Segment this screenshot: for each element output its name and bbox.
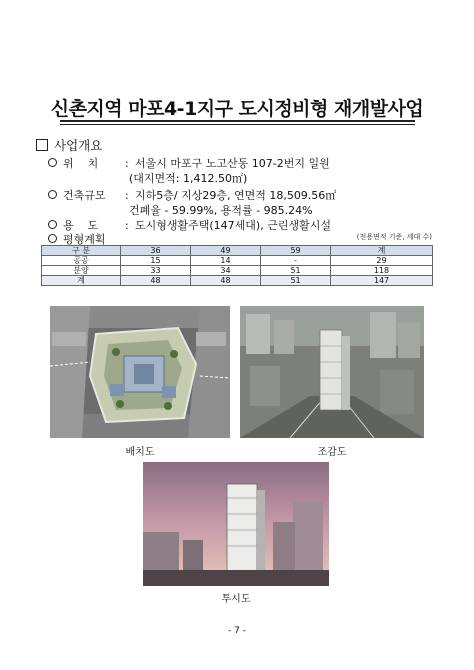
page-number: - 7 - xyxy=(228,626,246,636)
perspective-image xyxy=(143,462,329,586)
table-cell: 51 xyxy=(261,276,331,286)
info-row-building-ratio xyxy=(129,202,313,218)
table-header-cell: 계 xyxy=(331,246,433,256)
info-value: 서울시 마포구 노고산동 107-2번지 일원 xyxy=(135,157,330,170)
table-cell: 48 xyxy=(121,276,191,286)
info-label: 평형계획 xyxy=(63,233,106,246)
info-label: 용 도 xyxy=(63,219,99,232)
table-cell: 14 xyxy=(191,256,261,266)
table-row xyxy=(42,256,433,266)
site-plan-caption: 배치도 xyxy=(125,447,155,458)
table-cell: 118 xyxy=(331,266,433,276)
table-cell: 33 xyxy=(121,266,191,276)
table-cell: 147 xyxy=(331,276,433,286)
table-cell: 15 xyxy=(121,256,191,266)
info-row-location: 위 치 : 서울시 마포구 노고산동 107-2번지 일원 xyxy=(48,155,330,171)
perspective-caption: 투시도 xyxy=(221,594,251,605)
table-cell: 34 xyxy=(191,266,261,276)
info-value: 지하5층/ 지상29층, 연면적 18,509.56㎡ xyxy=(135,189,337,202)
checkbox-square-icon xyxy=(36,139,48,151)
info-label: 위 치 xyxy=(63,157,99,170)
table-header-cell: 36 xyxy=(121,246,191,256)
circle-bullet-icon xyxy=(48,158,57,167)
table-cell: 29 xyxy=(331,256,433,266)
info-value-secondary: 건폐율 - 59.99%, 용적률 - 985.24% xyxy=(129,204,313,217)
site-plan-image xyxy=(50,306,230,438)
circle-bullet-icon xyxy=(48,220,57,229)
info-row-location-area xyxy=(129,170,247,186)
title-underline-thin xyxy=(60,124,415,125)
info-value: 도시형생활주택(147세대), 근린생활시설 xyxy=(135,219,331,232)
table-cell: 48 xyxy=(191,276,261,286)
info-row-use: 용 도 : 도시형생활주택(147세대), 근린생활시설 xyxy=(48,217,331,233)
circle-bullet-icon xyxy=(48,234,57,243)
table-note: (전용면적 기준, 세대 수) xyxy=(356,233,432,241)
table-row xyxy=(42,266,433,276)
circle-bullet-icon xyxy=(48,190,57,199)
title-underline xyxy=(60,120,415,122)
info-label: 건축규모 xyxy=(63,189,106,202)
info-row-building-scale: 건축규모 : 지하5층/ 지상29층, 연면적 18,509.56㎡ xyxy=(48,187,336,203)
table-cell: 계 xyxy=(42,276,121,286)
table-header-cell: 구 분 xyxy=(42,246,121,256)
table-header-row xyxy=(42,246,433,256)
table-cell: 공공 xyxy=(42,256,121,266)
bird-view-caption: 조감도 xyxy=(317,447,347,458)
document-title: 신촌지역 마포4-1지구 도시정비형 재개발사업 xyxy=(50,98,424,120)
section-heading-text: 사업개요 xyxy=(54,138,103,153)
section-heading xyxy=(36,136,102,154)
unit-plan-table xyxy=(41,245,433,286)
table-cell: 51 xyxy=(261,266,331,276)
table-header-cell: 49 xyxy=(191,246,261,256)
table-cell: - xyxy=(261,256,331,266)
table-cell: 분양 xyxy=(42,266,121,276)
table-total-row xyxy=(42,276,433,286)
bird-view-image xyxy=(240,306,424,438)
table-header-cell: 59 xyxy=(261,246,331,256)
info-value-secondary: (대지면적: 1,412.50㎡) xyxy=(129,172,248,185)
